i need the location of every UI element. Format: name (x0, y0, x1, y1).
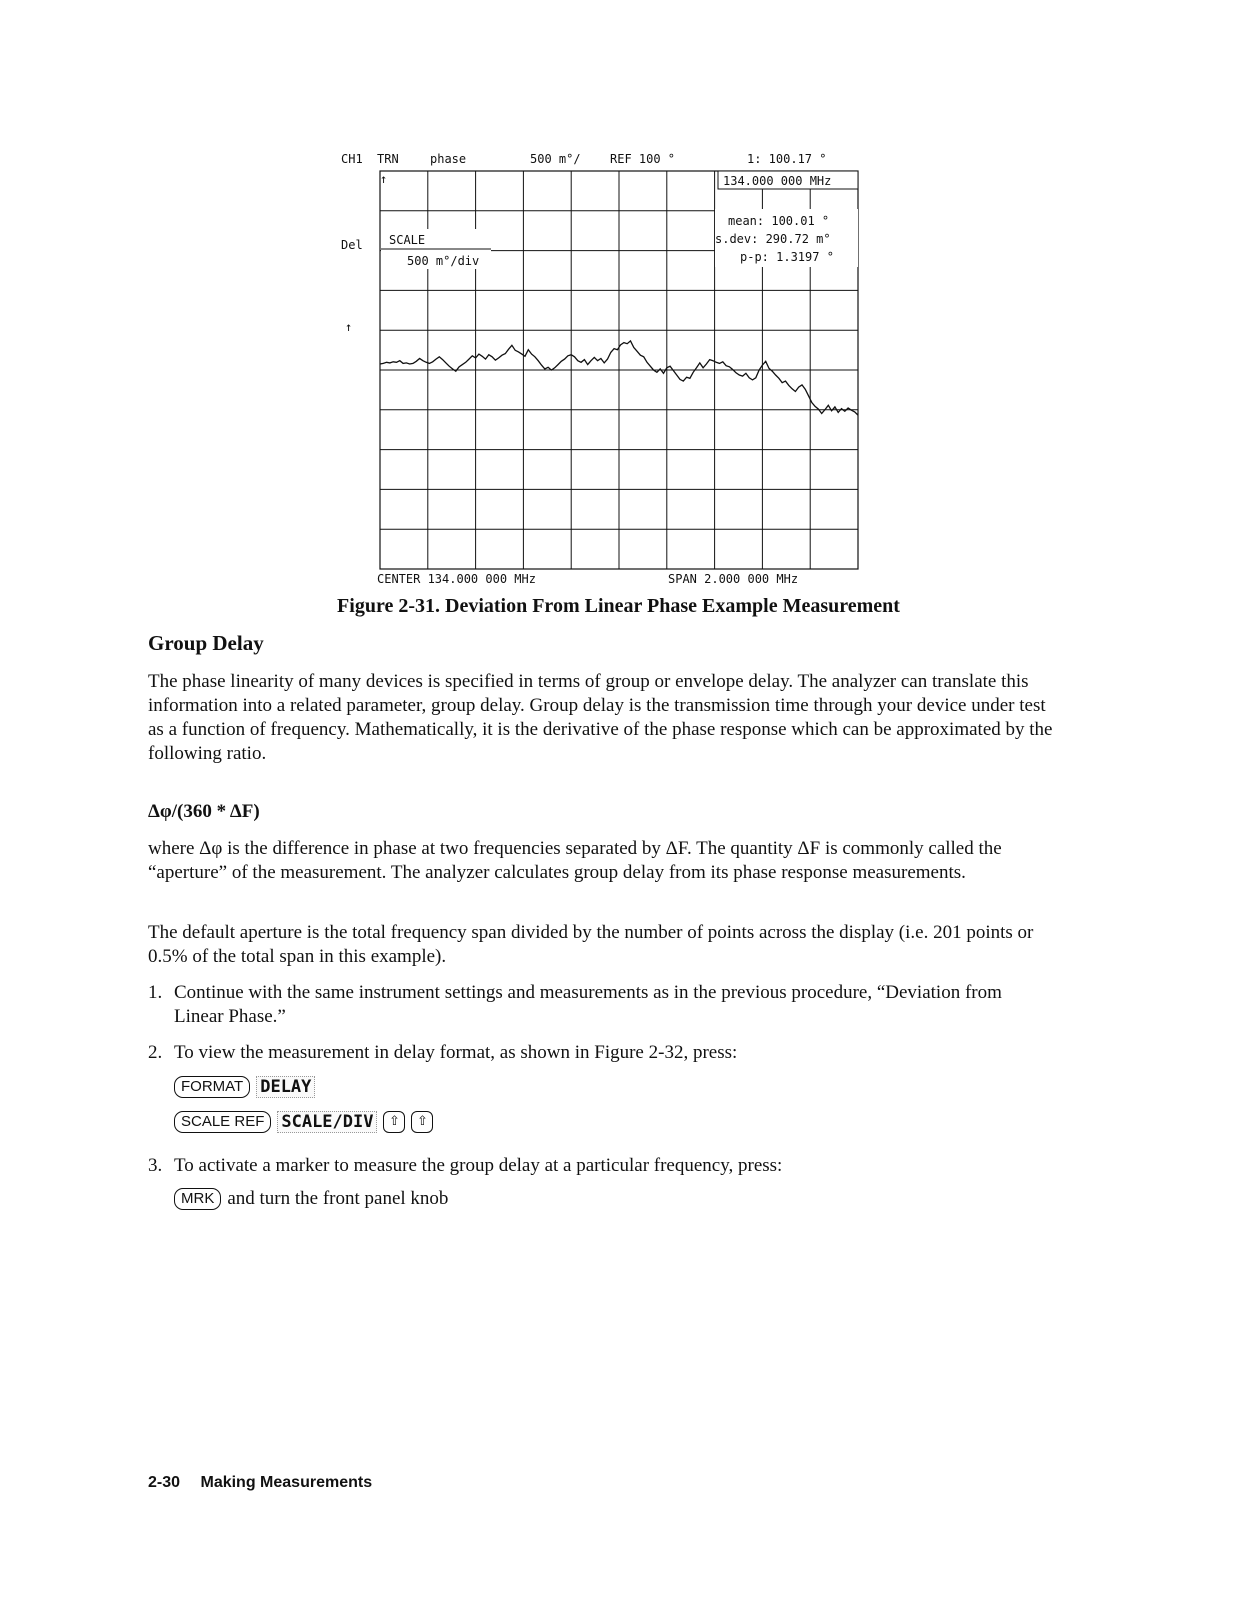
format-label: phase (430, 152, 467, 166)
measurement-label: TRN (377, 152, 399, 166)
up-arrow-key-icon[interactable]: ⇧ (411, 1111, 433, 1133)
page-number: 2-30 (148, 1474, 181, 1491)
ref-arrow-label: ↑ (345, 320, 353, 334)
paragraph-group-delay-intro: The phase linearity of many devices is specified in terms of group or envelope delay. The analyzer can translate this information into a related parameter, group delay. Group delay is the transmission time through your device under test as a function of frequency. Mathematically, it is the derivative of the phase response which can be approximated by the following ratio. (148, 671, 1053, 764)
step-text: Continue with the same instrument settings and measurements as in the previous procedure, “Deviation from Linear Phase.” (174, 982, 1002, 1027)
paragraph-aperture: where Δφ is the difference in phase at two frequencies separated by ΔF. The quantity ΔF is commonly called the “aperture” of the measurement. The analyzer calculates group delay from its phase response measurements. (148, 838, 1002, 883)
mrk-hardkey[interactable]: MRK (174, 1188, 221, 1210)
page-footer (148, 1474, 372, 1492)
step-text: To activate a marker to measure the group delay at a particular frequency, press: (174, 1155, 783, 1176)
marker-readout: 1: 100.17 ° (747, 152, 827, 166)
channel-label: CH1 (341, 152, 363, 166)
del-label: Del (341, 238, 363, 252)
marker-symbol-label: ↑ (380, 172, 388, 186)
scale-box-value: 500 m°/div (407, 254, 480, 268)
step-number: 1. (148, 982, 163, 1003)
stat-mean: mean: 100.01 ° (728, 214, 830, 228)
center-frequency: CENTER 134.000 000 MHz (377, 572, 536, 586)
key-sequence-marker (174, 1188, 448, 1210)
formula: Δφ/(360 * ΔF) (148, 801, 260, 822)
figure-caption: Figure 2-31. Deviation From Linear Phase Example Measurement (337, 595, 900, 617)
paragraph-default-aperture: The default aperture is the total frequency span divided by the number of points across the display (i.e. 201 points or 0.5% of the total span in this example). (148, 922, 1034, 967)
step-number: 3. (148, 1155, 163, 1176)
section-title: Group Delay (148, 631, 264, 655)
analyzer-screen-figure (335, 145, 875, 590)
ref-label: REF 100 ° (610, 152, 676, 166)
analyzer-screen-svg (335, 145, 875, 590)
up-arrow-key-icon[interactable]: ⇧ (383, 1111, 405, 1133)
footer-section: Making Measurements (200, 1474, 373, 1491)
knob-instruction: and turn the front panel knob (227, 1188, 449, 1209)
delay-softkey[interactable]: DELAY (256, 1076, 315, 1098)
step-number: 2. (148, 1042, 163, 1063)
stat-pp: p-p: 1.3197 ° (740, 250, 834, 264)
key-sequence-format (174, 1076, 315, 1098)
format-hardkey[interactable]: FORMAT (174, 1076, 250, 1098)
scale-div-softkey[interactable]: SCALE/DIV (277, 1111, 377, 1133)
key-sequence-scale (174, 1111, 433, 1133)
scale-label: 500 m°/ (530, 152, 581, 166)
scale-box-title: SCALE (389, 233, 426, 247)
scale-ref-hardkey[interactable]: SCALE REF (174, 1111, 271, 1133)
marker-frequency: 134.000 000 MHz (723, 174, 832, 188)
step-text: To view the measurement in delay format, as shown in Figure 2-32, press: (174, 1042, 738, 1063)
stat-sdev: s.dev: 290.72 m° (715, 232, 831, 246)
span-frequency: SPAN 2.000 000 MHz (668, 572, 799, 586)
